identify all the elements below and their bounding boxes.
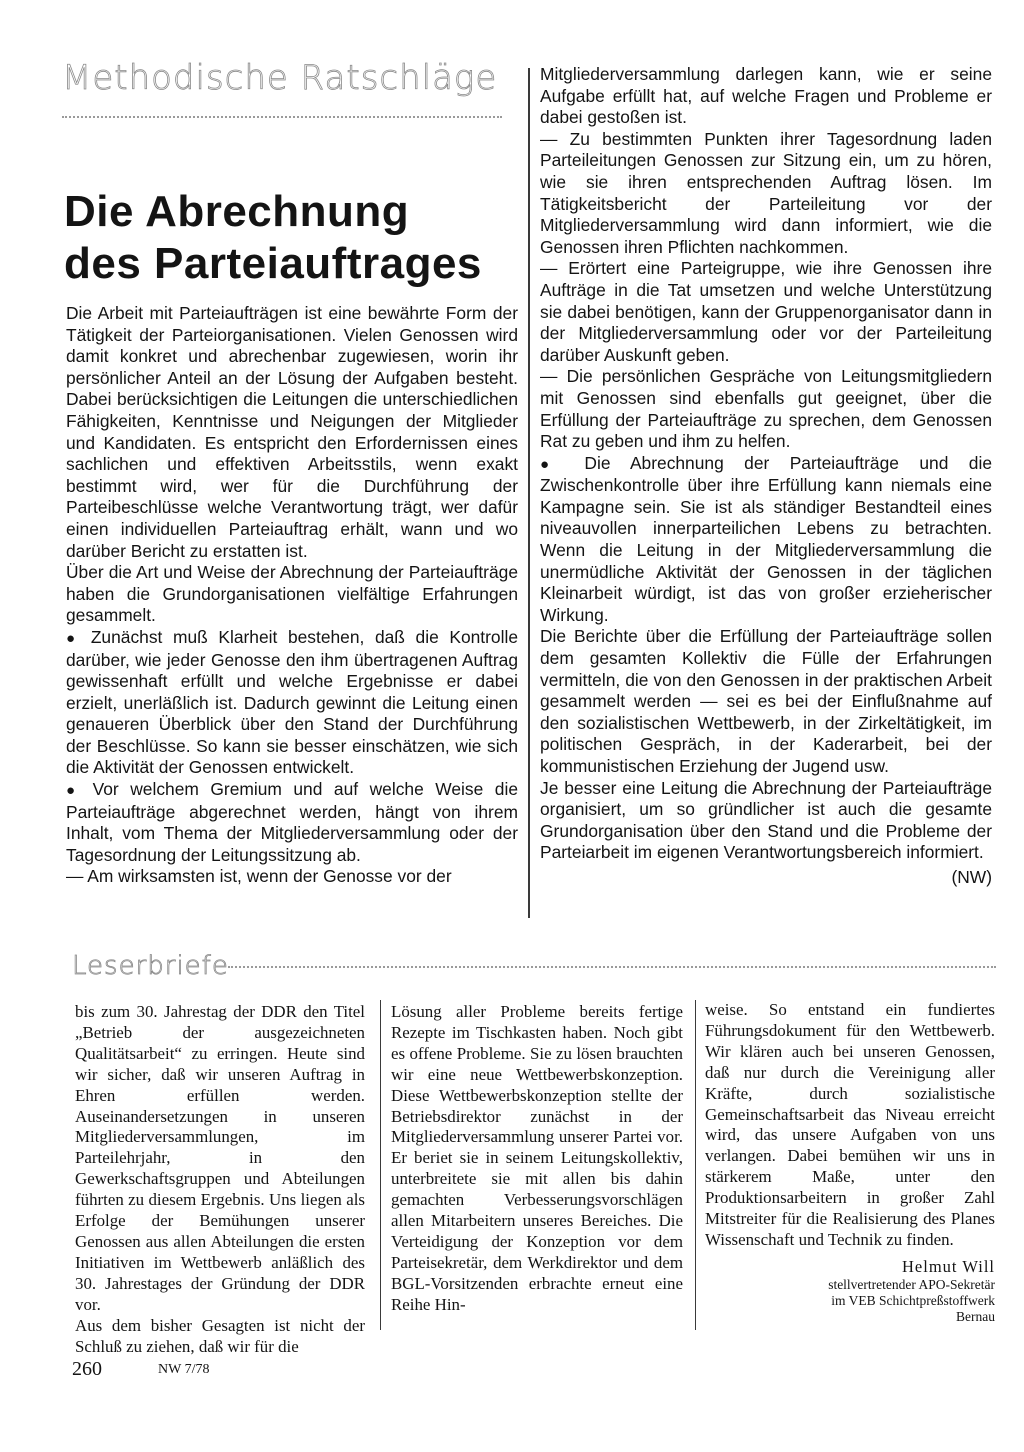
paragraph: Aus dem bisher Gesagten ist nicht der Schluß zu ziehen, daß wir für die	[75, 1315, 365, 1356]
paragraph: bis zum 30. Jahrestag der DDR den Titel „Betrieb der ausgezeichneten Qualitätsarbeit“ zu erringen. Heute sind wir sicher, daß wir unseren Auftrag in Ehren erfüllen werden. Auseinandersetzungen in unseren Mitgliederversammlungen, im Parteilehrjahr, in den Gewerkschaftsgruppen und Abteilungen führten zu diesem Ergebnis. Uns liegen als Erfolge der Bemühungen unserer Genossen aus allen Abteilungen die ersten Initiativen im Wettbewerb anläßlich des 30. Jahrestages der Gründung der DDR vor.	[75, 1002, 365, 1314]
paragraph: Die Arbeit mit Parteiaufträgen ist eine bewährte Form der Tätigkeit der Parteiorganisationen. Vielen Genossen wird damit konkret und abrechenbar zugewiesen, worin ihr persönlicher Anteil an der Lösung der Aufgaben besteht. Dabei berücksichtigen die Leitungen die unterschiedlichen Fähigkeiten, Kenntnisse und Neigungen der Mitglieder und Kandidaten. Es entspricht den Erfordernissen eines sachlichen und effektiven Arbeitsstils, wenn exakt bestimmt wird, wer für die Durchführung der Parteibeschlüsse welche Verantwortung trägt, wer dafür einen individuellen Parteiauftrag erhält, wann und wo darüber Bericht zu erstatten ist.	[66, 303, 518, 561]
paragraph: Je besser eine Leitung die Abrechnung der Parteiaufträge organisiert, um so gründlicher ist auch die gesamte Grundorganisation über den Stand und die Probleme der Parteiarbeit im eigenen Verantwortungsbereich informiert.	[540, 777, 992, 863]
paragraph: — Erörtert eine Parteigruppe, wie ihre Genossen ihre Aufträge in die Tat umsetzen und welche Unterstützung sie dabei benötigen, kann der Gruppenorganisator dann in der Mitgliederversammlung oder vor der Parteileitung darüber Auskunft geben.	[540, 258, 992, 365]
letter-author-name: Helmut Will	[902, 1256, 995, 1276]
paragraph: Lösung aller Probleme bereits fertige Rezepte im Tischkasten haben. Noch gibt es offene Probleme. Sie zu lösen brauchten wir eine neue Wettbewerbskonzeption. Diese Wettbewerbskonzeption stellte der Betriebsdirektor zunächst in der Mitgliederversammlung unserer Partei vor. Er beriet sie in seinem Leitungskollektiv, unterbreitete sie mit allen bis dahin gemachten Verbesserungsvorschlägen allen Mitarbeitern unseres Bereiches. Die Verteidigung der Konzeption vor dem Parteisekretär, dem Werkdirektor und dem BGL-Vorsitzenden erbrachte erneut eine Reihe Hin-	[391, 1002, 683, 1314]
bullet-paragraph: ● Zunächst muß Klarheit bestehen, daß die Kontrolle darüber, wie jeder Genosse den ihm übertragenen Auftrag gewissenhaft erfüllt und welche Ergebnisse er dabei erzielt, unerläßlich ist. Dadurch gewinnt die Leitung einen genaueren Überblick über den Stand der Durchführung der Beschlüsse. So kann sie besser einschätzen, wie sich die Aktivität der Genossen entwickelt.	[66, 627, 518, 779]
letter-column-2	[391, 1002, 683, 1316]
letter-column-1	[75, 1002, 365, 1357]
paragraph: — Die persönlichen Gespräche von Leitungsmitgliedern mit Genossen sind ebenfalls gut geeignet, über die Erfüllung der Parteiaufträge zu sprechen, dem Genossen Rat zu geben und ihm zu helfen.	[540, 366, 992, 452]
column-divider	[528, 68, 530, 918]
article-column-right	[540, 64, 992, 888]
bullet-paragraph: ● Vor welchem Gremium und auf welche Weise die Parteiaufträge abgerechnet werden, hängt von ihrem Inhalt, vom Thema der Mitgliederversammlung oder der Tagesordnung der Leitungssitzung ab.	[66, 779, 518, 866]
article-headline	[64, 186, 504, 290]
letter-column-divider-1	[380, 1000, 381, 1330]
letter-author-place: Bernau	[956, 1308, 995, 1324]
paragraph: Über die Art und Weise der Abrechnung der Parteiaufträge haben die Grundorganisationen vielfältige Erfahrungen gesammelt.	[66, 562, 518, 626]
headline-line-2: des Parteiauftrages	[64, 239, 482, 288]
issue-label: NW 7/78	[158, 1362, 210, 1377]
page-number: 260	[72, 1358, 102, 1380]
article-column-left	[66, 303, 518, 888]
section-heading-rule-top	[62, 116, 502, 118]
paragraph: — Zu bestimmten Punkten ihrer Tagesordnung laden Parteileitungen Genossen zur Sitzung ein, um zu hören, wie sie ihren entsprechenden Auftrag lösen. Im Tätigkeitsbericht der Parteileitung vor der Mitgliederversammlung wird dann informiert, wie die Genossen ihren Pflichten nachkommen.	[540, 128, 992, 257]
letter-author-role: stellvertretender APO-Sekretär	[828, 1276, 995, 1292]
section-heading-leserbriefe: Leserbriefe	[72, 951, 229, 981]
letter-author-org: im VEB Schichtpreßstoffwerk	[831, 1292, 995, 1308]
paragraph: weise. So entstand ein fundiertes Führungsdokument für den Wettbewerb. Wir klären auch bei unseren Genossen, daß nur durch die Vereinigung aller Kräfte, durch sozialistische Gemeinschaftsarbeit das Niveau erreicht wird, das unsere Aufgaben von uns verlangen. Dabei bemühen wir uns in stärkerem Maße, unter den Produktionsarbeitern in großer Zahl Mitstreiter für die Realisierung des Planes Wissenschaft und Technik zu finden.	[705, 1000, 995, 1249]
headline-line-1: Die Abrechnung	[64, 187, 410, 236]
bullet-paragraph: ● Die Abrechnung der Parteiaufträge und die Zwischenkontrolle über ihre Erfüllung kann niemals eine Kampagne sein. Sie ist als ständiger Bestandteil eines niveauvollen innerparteilichen Lebens zu betrachten. Wenn die Leitung in der Mitgliederversammlung die unermüdliche Aktivität der Genossen in der täglichen Kleinarbeit würdigt, ist das von großer erzieherischer Wirkung.	[540, 453, 992, 627]
letter-column-divider-2	[695, 1000, 696, 1330]
paragraph: Die Berichte über die Erfüllung der Parteiaufträge sollen dem gesamten Kollektiv die Fülle der Erfahrungen vermitteln, die von den Genossen in der praktischen Arbeit gesammelt werden — sei es bei der Einflußnahme auf den sozialistischen Wettbewerb, in der Zirkeltätigkeit, im politischen Gespräch, in der Kaderarbeit, bei der kommunistischen Erziehung der Jugend usw.	[540, 626, 992, 776]
letter-column-3	[705, 1000, 995, 1325]
paragraph: Mitgliederversammlung darlegen kann, wie er seine Aufgabe erfüllt hat, auf welche Fragen und Probleme er dabei gestoßen ist.	[540, 64, 992, 128]
section-heading-methodische-ratschlaege: Methodische Ratschläge	[62, 58, 498, 98]
paragraph: — Am wirksamsten ist, wenn der Genosse vor der	[66, 866, 452, 887]
article-signature: (NW)	[951, 866, 992, 887]
section-heading-rule-bottom	[228, 966, 996, 968]
